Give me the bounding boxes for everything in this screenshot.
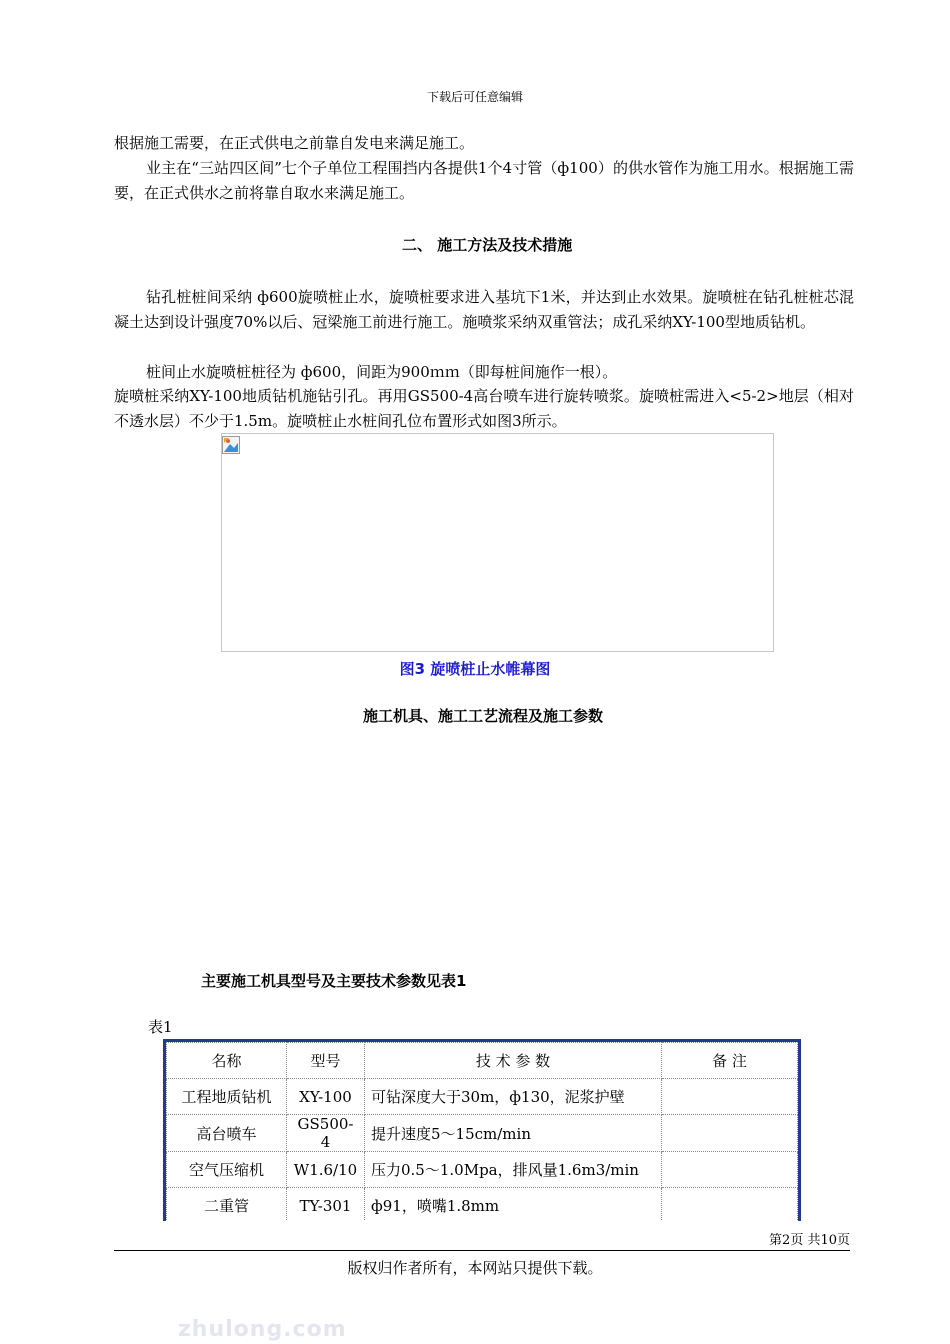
header-note: 下载后可任意编辑 (426, 90, 523, 104)
figure-placeholder (221, 433, 774, 652)
cell-params: 可钻深度大于30m，ф130，泥浆护壁 (365, 1079, 662, 1115)
paragraph-water: 业主在“三站四区间”七个子单位工程围挡内各提供1个4寸管（ф100）的供水管作为施工用水。根据施工需要，在正式供水之前将靠自取水来满足施工。 (114, 159, 854, 202)
paragraph-pile-spacing: 桩间止水旋喷桩桩径为 ф600，间距为900ｍｍ（即每桩间施作一根）。 (146, 363, 618, 381)
cell-remarks (662, 1152, 798, 1188)
table-header-row (167, 1043, 798, 1079)
header-model: 型号 (287, 1043, 365, 1079)
cell-name: 二重管 (167, 1188, 287, 1222)
paragraph-power: 根据施工需要，在正式供电之前靠自发电来满足施工。 (114, 134, 475, 152)
cell-remarks (662, 1188, 798, 1222)
footer-copyright: 版权归作者所有，本网站只提供下载。 (347, 1259, 603, 1277)
paragraph-drilling: 旋喷桩采纳XY-100地质钻机施钻引孔。再用GS500-4高台喷车进行旋转喷浆。旋喷桩需进入<5-2>地层（相对不透水层）不少于1.5m。旋喷桩止水桩间孔位布置形式如图3所示。 (114, 387, 854, 430)
cell-model: TY-301 (287, 1188, 365, 1222)
cell-params: 压力0.5～1.0Mpa，排风量1.6m3/min (365, 1152, 662, 1188)
cell-remarks (662, 1079, 798, 1115)
table-row (167, 1079, 798, 1115)
subheading: 施工机具、施工工艺流程及施工参数 (363, 707, 604, 725)
page-number: 第2页 共10页 (769, 1233, 850, 1248)
table-row (167, 1115, 798, 1152)
cell-model: XY-100 (287, 1079, 365, 1115)
header-remarks: 备 注 (662, 1043, 798, 1079)
cell-name: 空气压缩机 (167, 1152, 287, 1188)
cell-name: 工程地质钻机 (167, 1079, 287, 1115)
cell-model: W1.6/10 (287, 1152, 365, 1188)
table-intro: 主要施工机具型号及主要技术参数见表1 (201, 972, 467, 990)
paragraph-jet-grouting: 钻孔桩桩间采纳 ф600旋喷桩止水，旋喷桩要求进入基坑下1米，并达到止水效果。旋喷桩在钻孔桩桩芯混凝土达到设计强度70%以后、冠梁施工前进行施工。施喷浆采纳双重管法；成孔采纳XY-100型地质钻机。 (114, 288, 854, 331)
section-heading: 二、 施工方法及技术措施 (402, 236, 573, 254)
broken-image-icon (222, 436, 240, 454)
header-params: 技 术 参 数 (365, 1043, 662, 1079)
figure-caption: 图3 旋喷桩止水帷幕图 (399, 660, 551, 678)
cell-params: ф91，喷嘴1.8mm (365, 1188, 662, 1222)
header-name: 名称 (167, 1043, 287, 1079)
cell-model: GS500-4 (287, 1115, 365, 1152)
table-row (167, 1188, 798, 1222)
cell-remarks (662, 1115, 798, 1152)
table-label: 表1 (148, 1018, 173, 1036)
cell-params: 提升速度5～15cm/min (365, 1115, 662, 1152)
footer-divider (114, 1250, 850, 1251)
table-row (167, 1152, 798, 1188)
cell-name: 高台喷车 (167, 1115, 287, 1152)
equipment-table (163, 1039, 801, 1221)
watermark: zhulong.com (178, 1317, 347, 1342)
